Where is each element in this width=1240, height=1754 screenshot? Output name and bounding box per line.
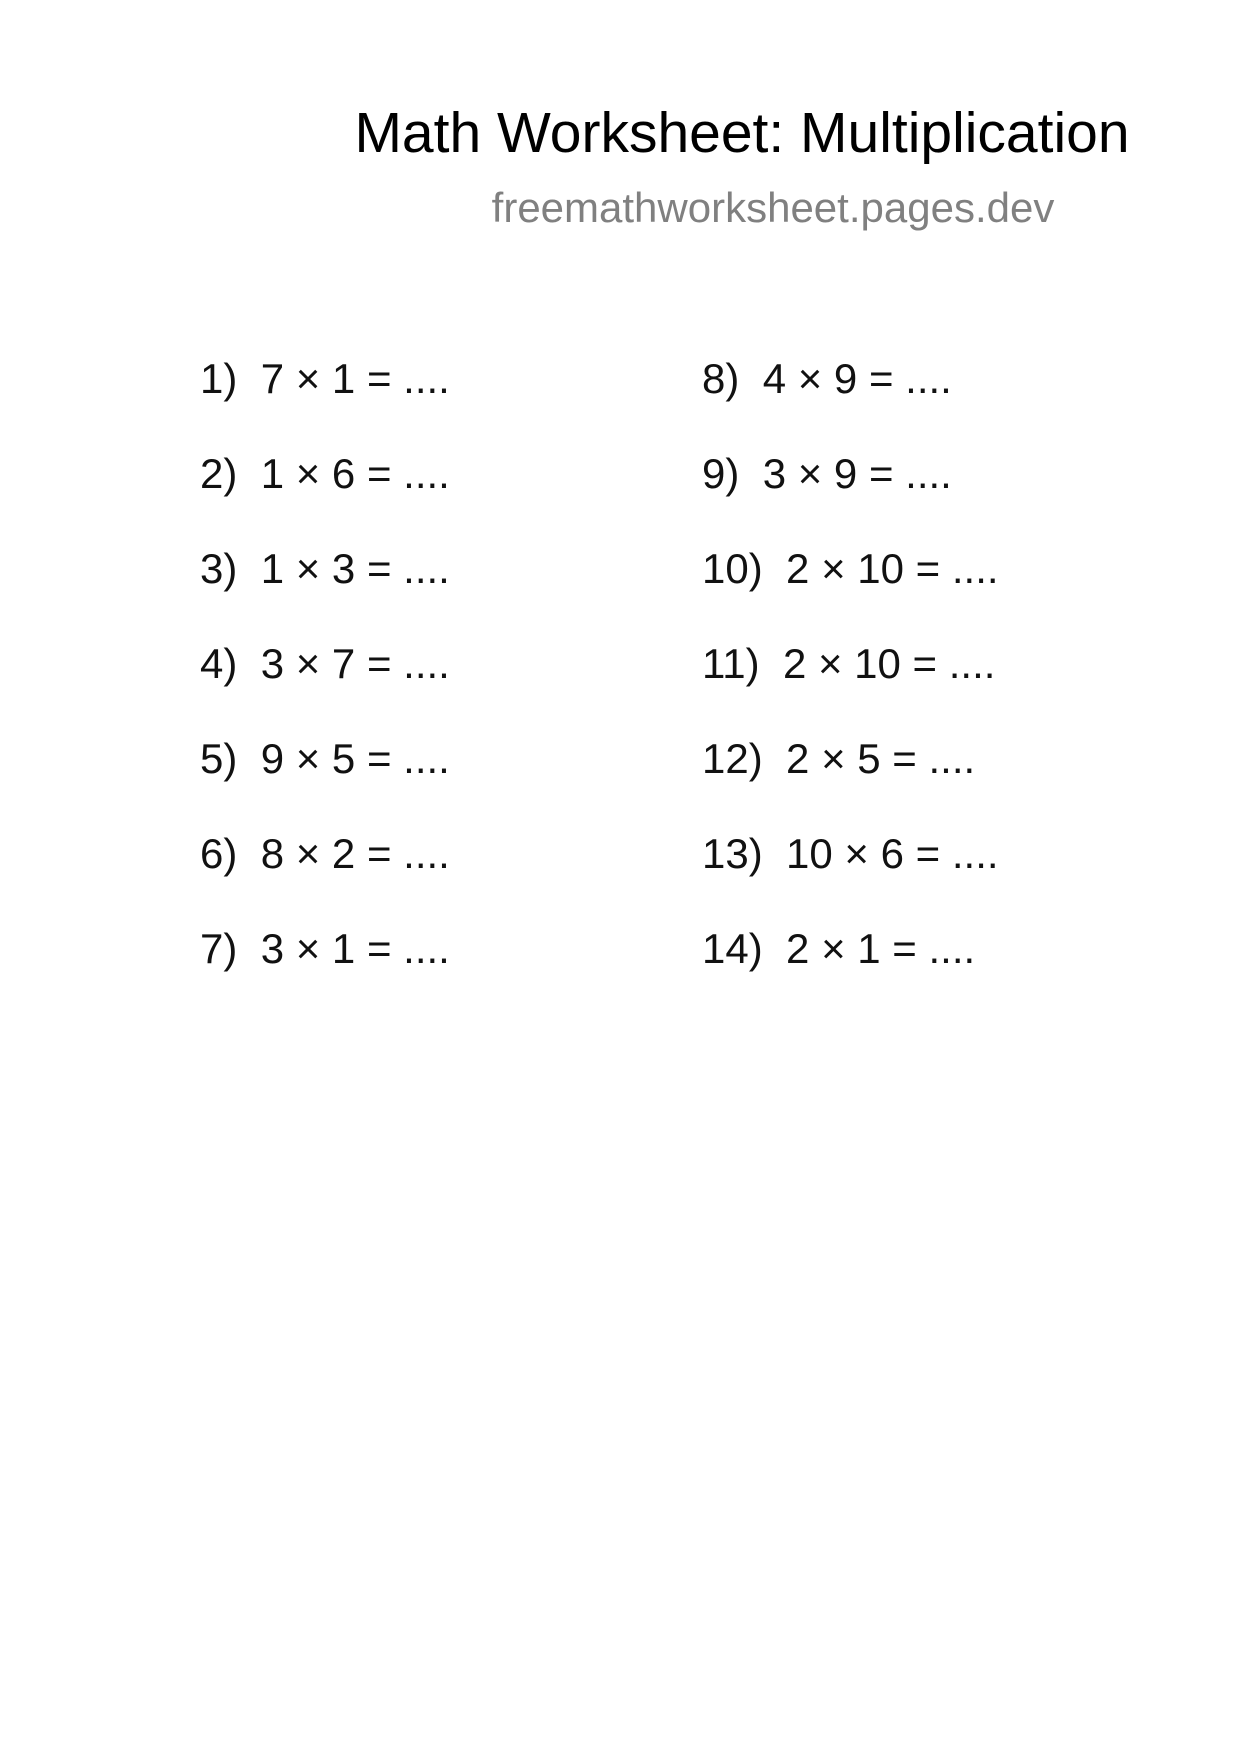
problem-number: 8)	[702, 355, 740, 402]
problem-item	[702, 723, 999, 818]
problem-number: 14)	[702, 925, 763, 972]
problem-number: 1)	[200, 355, 238, 402]
problem-item	[200, 818, 450, 913]
problem-number: 11)	[702, 640, 760, 687]
problem-item	[200, 533, 450, 628]
problem-expression: 3 × 9 = ....	[762, 450, 952, 497]
problem-number: 5)	[200, 735, 238, 782]
problem-item	[702, 438, 999, 533]
problem-item	[702, 913, 999, 1008]
problem-expression: 2 × 10 = ....	[782, 640, 996, 687]
worksheet-title: Math Worksheet: Multiplication	[354, 101, 1130, 165]
problem-item	[200, 913, 450, 1008]
problem-number: 9)	[702, 450, 740, 497]
problem-expression: 3 × 1 = ....	[260, 925, 450, 972]
problem-number: 12)	[702, 735, 763, 782]
problem-expression: 7 × 1 = ....	[260, 355, 450, 402]
problem-expression: 2 × 10 = ....	[786, 545, 999, 592]
problem-expression: 4 × 9 = ....	[762, 355, 952, 402]
problem-item	[200, 343, 450, 438]
problem-number: 4)	[200, 640, 238, 687]
problem-expression: 9 × 5 = ....	[260, 735, 450, 782]
problems-left-column	[200, 343, 450, 1008]
problem-expression: 8 × 2 = ....	[260, 830, 450, 877]
problem-number: 13)	[702, 830, 763, 877]
problem-item	[702, 818, 999, 913]
worksheet-source-url: freemathworksheet.pages.dev	[491, 184, 1055, 231]
problem-number: 7)	[200, 925, 238, 972]
problem-expression: 2 × 1 = ....	[786, 925, 976, 972]
problem-number: 3)	[200, 545, 238, 592]
problem-expression: 2 × 5 = ....	[786, 735, 976, 782]
problem-number: 10)	[702, 545, 763, 592]
problem-item	[200, 723, 450, 818]
problem-expression: 10 × 6 = ....	[786, 830, 999, 877]
problem-expression: 1 × 6 = ....	[260, 450, 450, 497]
problem-item	[200, 628, 450, 723]
problem-item	[702, 628, 999, 723]
problem-expression: 1 × 3 = ....	[260, 545, 450, 592]
problems-right-column	[702, 343, 999, 1008]
problem-item	[702, 343, 999, 438]
problem-number: 2)	[200, 450, 238, 497]
problem-expression: 3 × 7 = ....	[260, 640, 450, 687]
problem-item	[200, 438, 450, 533]
problem-item	[702, 533, 999, 628]
problem-number: 6)	[200, 830, 238, 877]
